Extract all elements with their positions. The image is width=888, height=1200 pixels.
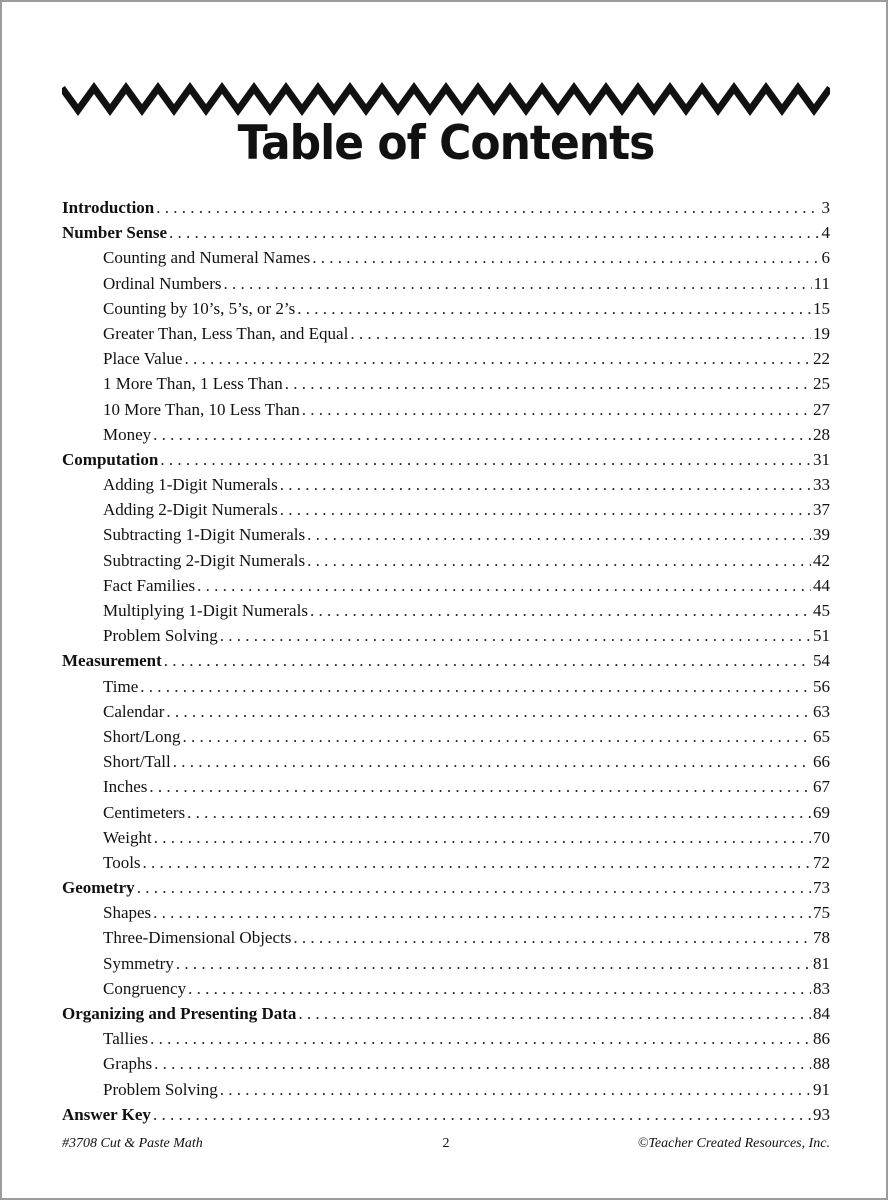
dot-leader	[153, 1102, 811, 1127]
toc-section-entry	[62, 220, 830, 245]
dot-leader	[293, 925, 811, 950]
toc-entry-label: Problem Solving	[103, 626, 218, 646]
toc-entry-label: Subtracting 2-Digit Numerals	[103, 550, 306, 570]
dot-leader	[154, 825, 811, 850]
dot-leader	[297, 296, 811, 321]
toc-entry-page-number: 75	[813, 903, 830, 923]
dot-leader	[143, 850, 811, 875]
dot-leader	[310, 598, 811, 623]
toc-subsection-entry	[62, 900, 830, 925]
toc-entry-page-number: 63	[813, 701, 830, 721]
toc-entry-label: Symmetry	[103, 953, 174, 973]
toc-section-entry	[62, 875, 830, 900]
toc-entry-label: Introduction	[62, 198, 155, 217]
dot-leader	[150, 1026, 811, 1051]
toc-entry-label: Multiplying 1-Digit Numerals	[103, 601, 308, 620]
toc-entry-label: 10 More Than, 10 Less Than	[103, 399, 300, 419]
toc-entry-label: Measurement	[62, 651, 162, 671]
dot-leader	[224, 271, 812, 296]
toc-subsection-entry	[62, 800, 830, 825]
toc-subsection-entry	[62, 674, 830, 699]
toc-entry-page-number: 28	[813, 424, 830, 444]
toc-entry-label: Answer Key	[62, 1104, 151, 1124]
toc-entry-page-number: 15	[813, 298, 830, 318]
toc-entry-page-number: 39	[813, 525, 830, 545]
toc-entry-page-number: 65	[813, 726, 830, 746]
zigzag-border-decoration	[62, 82, 830, 116]
toc-entry-label: Congruency	[103, 978, 187, 998]
toc-entry-page-number: 6	[821, 248, 830, 268]
toc-entry-label: Tallies	[103, 1029, 149, 1049]
toc-subsection-entry	[62, 623, 830, 648]
toc-entry-label: Problem Solving	[103, 1079, 218, 1099]
toc-entry-label: Inches	[103, 777, 148, 797]
toc-entry-page-number: 42	[813, 550, 830, 570]
dot-leader	[302, 397, 811, 422]
toc-entry-page-number: 86	[813, 1029, 830, 1049]
toc-subsection-entry	[62, 724, 830, 749]
dot-leader	[173, 749, 811, 774]
toc-subsection-entry	[62, 422, 830, 447]
toc-entry-page-number: 3	[821, 198, 830, 217]
dot-leader	[220, 623, 811, 648]
toc-subsection-entry	[62, 321, 830, 346]
toc-entry-page-number: 73	[813, 878, 830, 898]
dot-leader	[156, 195, 819, 220]
toc-entry-label: Number Sense	[62, 223, 167, 243]
toc-subsection-entry	[62, 271, 830, 296]
toc-entry-label: Graphs	[103, 1054, 153, 1074]
toc-entry-page-number: 54	[813, 651, 830, 671]
toc-entry-label: Adding 2-Digit Numerals	[103, 500, 278, 520]
toc-entry-label: Greater Than, Less Than, and Equal	[103, 323, 349, 343]
toc-entry-page-number: 37	[813, 500, 830, 520]
toc-subsection-entry	[62, 774, 830, 799]
dot-leader	[280, 472, 811, 497]
toc-entry-label: Geometry	[62, 878, 135, 898]
toc-entry-page-number: 4	[821, 223, 830, 243]
toc-entry-label: Three-Dimensional Objects	[103, 928, 292, 948]
toc-subsection-entry	[62, 245, 830, 270]
dot-leader	[285, 371, 811, 396]
toc-subsection-entry	[62, 1077, 830, 1102]
dot-leader	[280, 497, 811, 522]
toc-entry-label: Counting and Numeral Names	[103, 248, 311, 268]
toc-section-entry	[62, 648, 830, 673]
toc-subsection-entry	[62, 497, 830, 522]
dot-leader	[307, 548, 811, 573]
dot-leader	[298, 1001, 811, 1026]
toc-subsection-entry	[62, 472, 830, 497]
toc-entry-page-number: 25	[813, 374, 830, 394]
toc-section-entry	[62, 1001, 830, 1026]
toc-section-entry	[62, 447, 830, 472]
toc-subsection-entry	[62, 598, 830, 623]
dot-leader	[149, 774, 811, 799]
toc-entry-page-number: 66	[813, 752, 830, 772]
toc-entry-page-number: 56	[813, 676, 830, 696]
dot-leader	[184, 346, 811, 371]
toc-entry-page-number: 22	[813, 349, 830, 369]
toc-subsection-entry	[62, 850, 830, 875]
dot-leader	[187, 800, 811, 825]
toc-entry-page-number: 45	[813, 601, 830, 620]
toc-entry-page-number: 19	[813, 323, 830, 343]
toc-entry-label: Time	[103, 676, 139, 696]
toc-section-entry	[62, 195, 830, 220]
dot-leader	[307, 522, 811, 547]
toc-subsection-entry	[62, 825, 830, 850]
toc-entry-label: Computation	[62, 449, 159, 469]
toc-entry-page-number: 84	[813, 1004, 830, 1023]
footer-copyright: ©Teacher Created Resources, Inc.	[637, 1136, 830, 1151]
toc-entry-page-number: 78	[813, 928, 830, 948]
toc-entry-page-number: 72	[813, 852, 830, 872]
toc-subsection-entry	[62, 548, 830, 573]
footer-book-title: #3708 Cut & Paste Math	[62, 1136, 203, 1151]
toc-entry-label: Counting by 10’s, 5’s, or 2’s	[103, 298, 296, 318]
toc-entry-page-number: 83	[813, 978, 830, 998]
toc-subsection-entry	[62, 925, 830, 950]
dot-leader	[166, 699, 811, 724]
dot-leader	[154, 1051, 811, 1076]
dot-leader	[350, 321, 811, 346]
toc-entry-label: Short/Tall	[103, 752, 171, 772]
toc-entry-label: Adding 1-Digit Numerals	[103, 475, 278, 495]
toc-entry-page-number: 81	[813, 953, 830, 973]
toc-entry-page-number: 11	[813, 273, 830, 293]
page-title: Table of Contents	[237, 115, 655, 172]
toc-entry-label: Short/Long	[103, 726, 181, 746]
toc-entry-page-number: 67	[813, 777, 830, 797]
toc-entry-page-number: 69	[813, 802, 830, 822]
dot-leader	[188, 976, 811, 1001]
dot-leader	[169, 220, 820, 245]
dot-leader	[164, 648, 811, 673]
toc-subsection-entry	[62, 1026, 830, 1051]
toc-entry-page-number: 93	[813, 1104, 830, 1124]
toc-entry-label: Fact Families	[103, 575, 196, 595]
toc-subsection-entry	[62, 522, 830, 547]
toc-entry-label: Ordinal Numbers	[103, 273, 222, 293]
toc-section-entry	[62, 1102, 830, 1127]
toc-entry-page-number: 91	[813, 1079, 830, 1099]
toc-entry-label: Money	[103, 424, 152, 444]
toc-entry-page-number: 44	[813, 575, 830, 595]
toc-subsection-entry	[62, 296, 830, 321]
toc-entry-page-number: 70	[813, 827, 830, 847]
dot-leader	[140, 674, 811, 699]
toc-entry-label: 1 More Than, 1 Less Than	[103, 374, 283, 394]
dot-leader	[176, 951, 811, 976]
toc-subsection-entry	[62, 951, 830, 976]
toc-entry-label: Shapes	[103, 903, 152, 923]
dot-leader	[153, 422, 811, 447]
toc-entry-label: Tools	[103, 852, 141, 872]
toc-entry-page-number: 88	[813, 1054, 830, 1074]
toc-subsection-entry	[62, 1051, 830, 1076]
toc-subsection-entry	[62, 397, 830, 422]
toc-subsection-entry	[62, 573, 830, 598]
dot-leader	[197, 573, 811, 598]
toc-entry-label: Centimeters	[103, 802, 186, 822]
toc-entry-label: Place Value	[103, 349, 183, 369]
toc-entry-label: Subtracting 1-Digit Numerals	[103, 525, 306, 545]
toc-entry-page-number: 51	[813, 626, 830, 646]
toc-entry-page-number: 33	[813, 475, 830, 495]
toc-subsection-entry	[62, 346, 830, 371]
toc-entry-label: Weight	[103, 827, 152, 847]
page-footer	[62, 1136, 830, 1158]
table-of-contents	[62, 195, 830, 1127]
dot-leader	[182, 724, 811, 749]
toc-entry-label: Calendar	[103, 701, 165, 721]
toc-subsection-entry	[62, 976, 830, 1001]
toc-entry-page-number: 31	[813, 449, 830, 469]
dot-leader	[137, 875, 811, 900]
toc-subsection-entry	[62, 749, 830, 774]
dot-leader	[312, 245, 819, 270]
dot-leader	[220, 1077, 811, 1102]
toc-entry-label: Organizing and Presenting Data	[62, 1004, 297, 1023]
dot-leader	[153, 900, 811, 925]
toc-subsection-entry	[62, 371, 830, 396]
toc-entry-page-number: 27	[813, 399, 830, 419]
dot-leader	[160, 447, 811, 472]
footer-page-number: 2	[442, 1136, 450, 1151]
toc-subsection-entry	[62, 699, 830, 724]
